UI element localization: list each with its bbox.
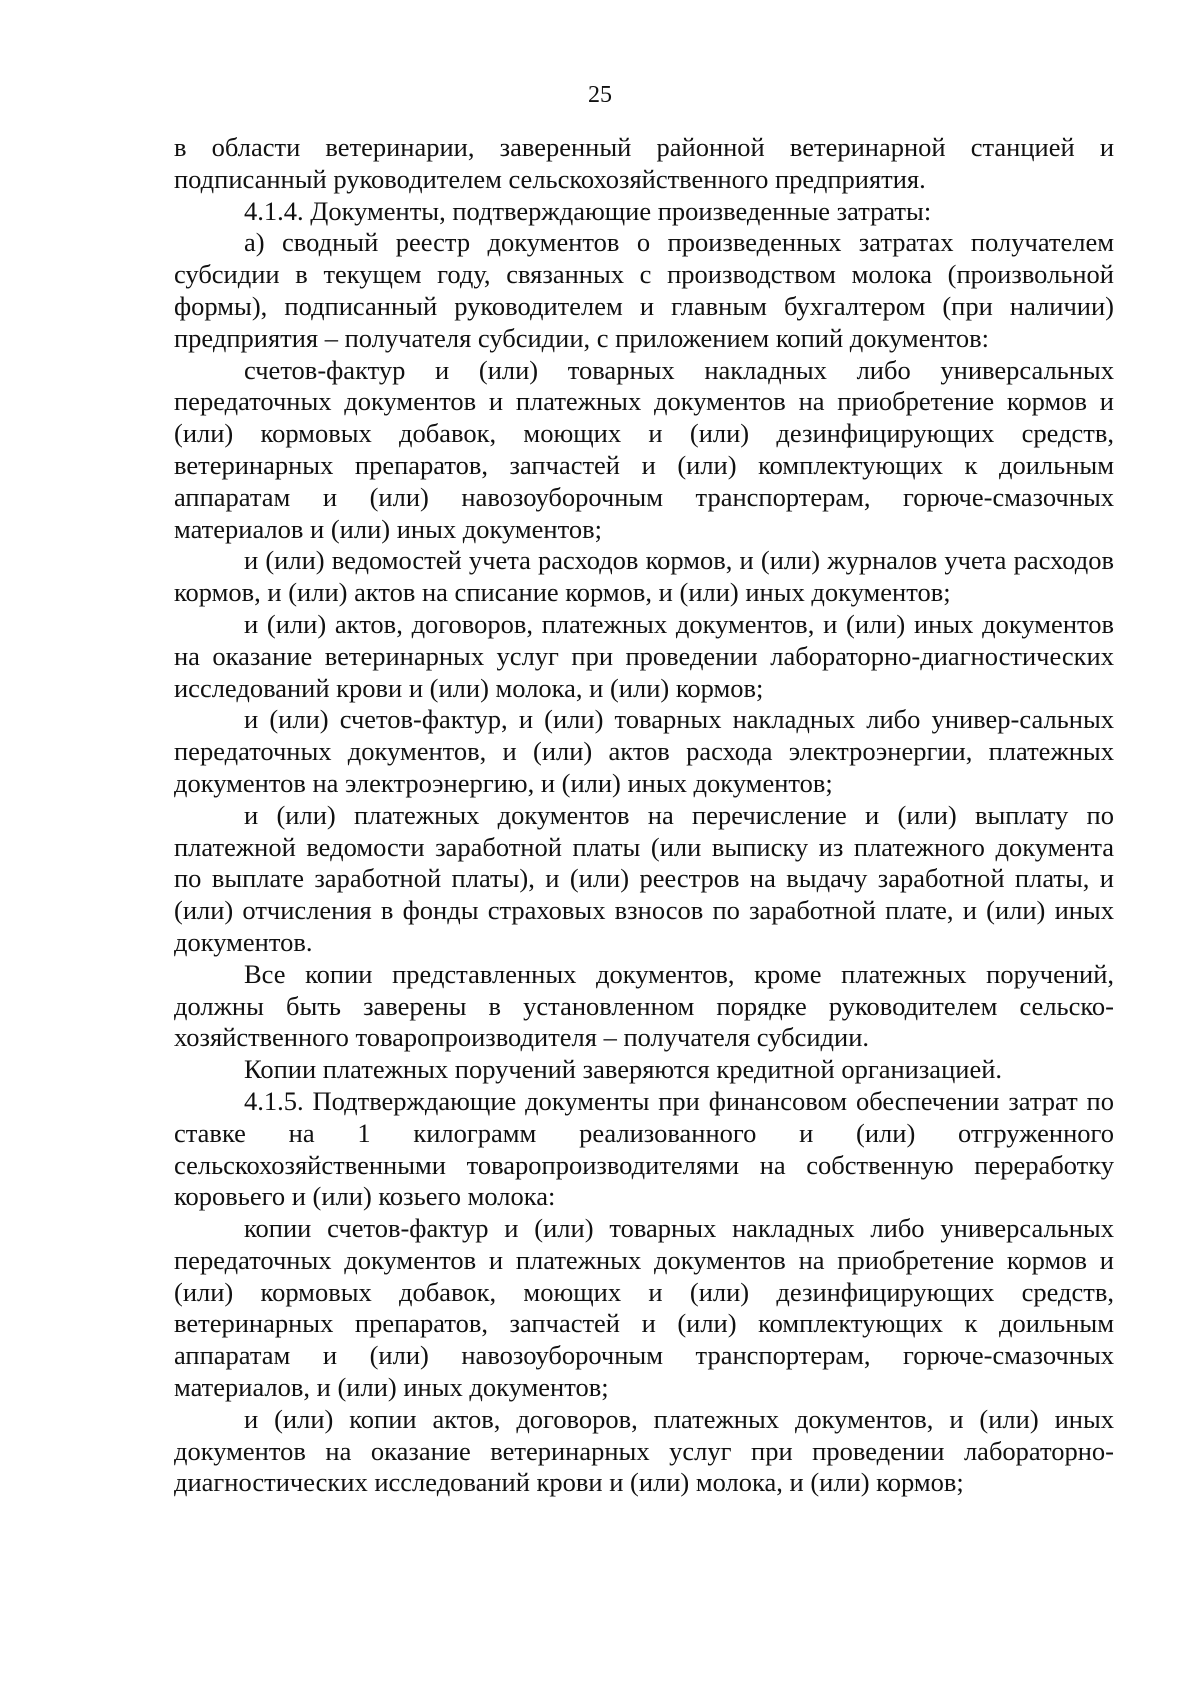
paragraph-feed-statements: и (или) ведомостей учета расходов кормов, и (или) журналов учета расходов кормов, и (или) актов на списание кормов, и (или) иных документов; bbox=[174, 545, 1114, 608]
paragraph-invoice-copies: копии счетов-фактур и (или) товарных накладных либо универсальных передаточных документов и платежных документов на приобретение кормов и (или) кормовых добавок, моющих и (или) дезинфицирующих средств, ветеринарных препаратов, запчастей и (или) комплектующих к доильным аппаратам и (или) навозоуборочным транспортерам, горюче-смазочных материалов, и (или) иных документов; bbox=[174, 1213, 1114, 1403]
paragraph-electricity: и (или) счетов-фактур, и (или) товарных накладных либо универ-сальных передаточных документов, и (или) актов расхода электроэнергии, платежных документов на электроэнергию, и (или) иных документов; bbox=[174, 704, 1114, 798]
paragraph-act-copies: и (или) копии актов, договоров, платежных документов, и (или) иных документов на оказание ветеринарных услуг при проведении лабораторно-диагностических исследований крови и (или) молока, и (или) кормов; bbox=[174, 1403, 1114, 1498]
paragraph-invoices: счетов-фактур и (или) товарных накладных либо универсальных передаточных документов и платежных документов на приобретение кормов и (или) кормовых добавок, моющих и (или) дезинфицирующих средств, ветеринарных препаратов, запчастей и (или) комплектующих к доильным аппаратам и (или) навозоуборочным транспортерам, горюче-смазочных материалов и (или) иных документов; bbox=[174, 354, 1114, 544]
paragraph-payment-orders: Копии платежных поручений заверяются кредитной организацией. bbox=[244, 1054, 1003, 1085]
paragraph-4-1-5-heading: 4.1.5. Подтверждающие документы при финансовом обеспечении затрат по ставке на 1 килограмм реализованного и (или) отгруженного сельскохозяйственными товаропроизводителями на собственную переработку коровьего и (или) козьего молока: bbox=[174, 1085, 1114, 1212]
paragraph-veterinary-services: и (или) актов, договоров, платежных документов, и (или) иных документов на оказание ветеринарных услуг при проведении лабораторно-диагностических исследований крови и (или) молока, и (или) кормов; bbox=[174, 608, 1114, 703]
page-number: 25 bbox=[588, 82, 612, 108]
paragraph-veterinary-certificate: в области ветеринарии, заверенный районной ветеринарной станцией и подписанный руководителем сельскохозяйственного предприятия. bbox=[174, 132, 1114, 194]
document-body bbox=[174, 132, 1114, 1499]
paragraph-copies-certification: Все копии представленных документов, кроме платежных поручений, должны быть заверены в установленном порядке руководителем сельско-хозяйственного товаропроизводителя – получателя субсидии. bbox=[174, 958, 1114, 1053]
paragraph-summary-register: а) сводный реестр документов о произведенных затратах получателем субсидии в текущем году, связанных с производством молока (произвольной формы), подписанный руководителем и главным бухгалтером (при наличии) предприятия – получателя субсидии, с приложением копий документов: bbox=[174, 227, 1114, 353]
paragraph-salary-payments: и (или) платежных документов на перечисление и (или) выплату по платежной ведомости заработной платы (или выписку из платежного документа по выплате заработной платы), и (или) реестров на выдачу заработной платы, и (или) отчисления в фонды страховых взносов по заработной плате, и (или) иных документов. bbox=[174, 799, 1114, 957]
paragraph-4-1-4-heading: 4.1.4. Документы, подтверждающие произведенные затраты: bbox=[244, 195, 932, 226]
